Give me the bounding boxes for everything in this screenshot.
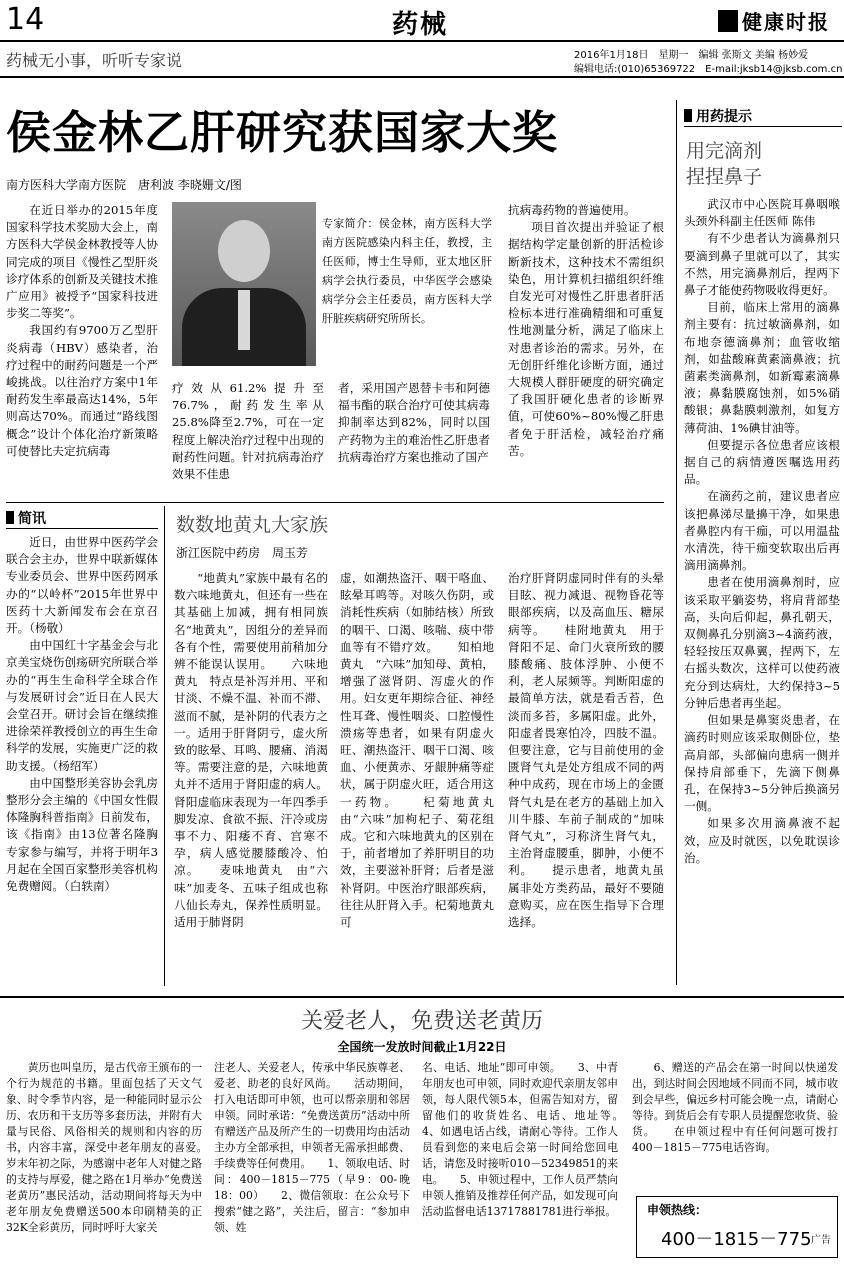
hotline-box — [636, 1196, 838, 1258]
ad-para: 名、电话、地址”即可申领。 3、中青年朋友也可申领，同时欢迎代亲朋友邻申领，每人限代领5本，但需告知对方，留留他们的收货姓名、电话、地址等。 4、如遇电话占线，请耐心等待。工作人员看到您的来电后会第一时间给您回电话，请您及时接听010－52349851的来电。 5、申领过程中，工作人员严禁向申领人推销及推荐任何产品，如发现可向活动监督电话13717881781进行举报。 — [422, 1061, 618, 1218]
logo-mark-icon — [718, 10, 738, 32]
lead-byline: 南方医科大学南方医院 唐利波 李晓姗文/图 — [6, 178, 242, 192]
logo-text: 健康时报 — [742, 10, 830, 34]
date-line: 2016年1月18日 星期一 编辑 张斯文 美编 杨妙爱 — [574, 50, 809, 61]
sidebar-para: 患者在使用滴鼻剂时，应该采取平躺姿势，将肩背部垫高，头向后仰起，鼻孔朝天，双侧鼻孔分别滴3~4滴药液，轻轻按压双鼻翼，捏两下，左右摇头数次，这样可以使药液充分到达病灶，大约保持3~5分钟后患者再坐起。 — [684, 575, 840, 710]
ad-para: 注老人、关爱老人，传承中华民族尊老、爱老、助老的良好风尚。 活动期间，打入电话即可申领，也可以帮亲朋和邻居申领。同时承诺：“免费送黄历”活动中所有赠送产品及所产生的一切费用均由活动主办方全部承担，申领者无需承担邮费、手续费等任何费用。 1、领取电话、时间：400－1815－775（早9：00-晚18：00） 2、微信领取：在公众号下搜索“健之路”，关注后，留言：“参加申领、姓 — [214, 1061, 410, 1234]
article2-column-3 — [508, 570, 664, 986]
article2-title: 数数地黄丸大家族 — [176, 514, 329, 536]
expert-photo — [172, 202, 316, 366]
lead-para: 项目首次提出并验证了根据结构学定量创新的肝活检诊断新技术，这种技术不需组织染色，用计算机扫描组织纤维自发光可对慢性乙肝患者肝活检标本进行准确精细和可重复性地测量分析，满足了临床上对患者诊治的需求。另外，在无创肝纤维化诊断方面，通过大规模人群肝硬度的研究确定了我国肝硬化患者的诊断界值，可使60%~80%慢乙肝患者免于肝活检，减轻治疗痛苦。 — [508, 220, 664, 458]
sidebar-title-1: 用完滴剂 — [686, 140, 763, 162]
lead-para: 者，采用国产恩替卡韦和阿德福韦酯的联合治疗可使其病毒抑制率达到82%，同时以国产药物为主的难治性乙肝患者抗病毒治疗方案也推动了国产 — [338, 381, 490, 464]
ad-para: 黄历也叫皇历，是古代帝王颁布的一个行为规范的书籍。里面包括了天文气象、时令季节内容，是一种能同时显示公历、农历和干支历等多套历法，并附有大量与民俗、风俗相关的规则和内容的历书，内容丰富，深受中老年朋友的喜爱。 岁末年初之际，为感谢中老年人对健之路的支持与厚爱，健之路在1月举办“免费送老黄历”惠民活动，活动期间将每天为中老年朋友免费赠送500本印刷精美的正32K全彩黄历，同时呼吁大家关 — [6, 1061, 202, 1234]
sidebar-title-2: 捏捏鼻子 — [686, 166, 763, 188]
sidebar-para: 目前，临床上常用的滴鼻剂主要有：抗过敏滴鼻剂，如布地奈德滴鼻剂；血管收缩剂，如盐酸麻黄素滴鼻液；抗菌素类滴鼻剂，如新霉素滴鼻液；鼻黏膜腐蚀剂，如5%硝酸银；鼻黏膜刺激剂，如复方薄荷油、1%碘甘油等。 — [684, 300, 840, 435]
sidebar-tag: 用药提示 — [684, 106, 752, 126]
brief-tag: 简讯 — [6, 508, 46, 528]
lead-para: 在近日举办的2015年度国家科学技术奖励大会上，南方医科大学侯金林教授等人协同完成的项目《慢性乙型肝炎诊疗体系的创新及关键技术推广应用》被授予“国家科技进步奖二等奖”。 — [6, 203, 158, 321]
ad-para: 6、赠送的产品会在第一时间以快递发出，到达时间会因地域不同而不同，城市收到会早些，偏远乡村可能会晚一点，请耐心等待。到货后会有专职人员提醒您收货、验货。 在申领过程中有任何问题可拨打400－1815－775电话咨询。 — [632, 1061, 838, 1154]
brief-item: 由中国红十字基金会与北京美宝烧伤创疡研究所联合举办的“再生生命科学全球合作与发展研讨会”近日在人民大会堂召开。研讨会旨在继续推进徐荣祥教授创立的再生生命科学的发展，实施更广泛的救助支援。（杨绍军） — [6, 638, 158, 773]
article2-para: 治疗肝肾阴虚同时伴有的头晕目眩、视力减退、视物昏花等眼部疾病，以及高血压、糖尿病等。 桂附地黄丸 用于肾阳不足、命门火衰所致的腰膝酸痛、肢体浮肿、小便不利，老人尿频等。判断阳虚的最简单方法，就是看舌苔，色淡而多苔，多属阳虚。此外，阳虚者畏寒怕冷，四肢不温。但要注意，它与目前使用的金匮肾气丸是处方组成不同的两种中成药，现在市场上的金匮肾气丸是在老方的基础上加入川牛膝、车前子制成的“加味肾气丸”，习称济生肾气丸，主治肾虚腰重，脚肿，小便不利。 提示患者，地黄丸虽属非处方类药品，最好不要随意购买，应在医生指导下合理选择。 — [508, 571, 664, 930]
sidebar-para: 有不少患者认为滴鼻剂只要滴到鼻子里就可以了，其实不然，用完滴鼻剂后，捏两下鼻子才能使药物吸收得更好。 — [684, 231, 840, 298]
ad-column-4 — [632, 1060, 838, 1192]
page-number: 14 — [6, 2, 45, 37]
sidebar-author: 武汉市中心医院耳鼻咽喉头颈外科副主任医师 陈伟 — [684, 197, 840, 229]
lead-column-1 — [6, 202, 158, 494]
lead-para: 我国约有9700万乙型肝炎病毒（HBV）感染者，治疗过程中的耐药问题是一个严峻挑战。以往治疗方案中1年耐药发生率最高达14%，5年则高达70%。而通过“路线图概念”设计个体化治疗新策略可使替比夫定抗病毒 — [6, 323, 158, 458]
sidebar-para: 但如果是鼻窦炎患者，在滴药时则应该采取侧卧位，垫高肩部，头部偏向患病一侧并保持肩部垂下，先滴下侧鼻孔，在保持3~5分钟后换滴另一侧。 — [684, 713, 840, 814]
sidebar-para: 在滴药之前，建议患者应该把鼻涕尽量擤干净，如果患者鼻腔内有干痂，可以用温盐水清洗，待干痂变软取出后再滴用滴鼻剂。 — [684, 489, 840, 573]
portrait-head-icon — [218, 220, 270, 282]
ad-column-3 — [422, 1060, 618, 1284]
sidebar-para: 但要提示各位患者应该根据自己的病情遵医嘱选用药品。 — [684, 437, 840, 487]
column-slogan: 药械无小事，听听专家说 — [6, 51, 183, 70]
lead-para: 抗病毒药物的普遍使用。 — [508, 203, 636, 217]
expert-intro: 专家简介：侯金林，南方医科大学南方医院感染内科主任，教授，主任医师，博士生导师，亚太地区肝病学会执行委员，中华医学会感染病学分会主任委员，南方医科大学肝脏疾病研究所所长。 — [322, 217, 492, 325]
article2-column-2 — [340, 570, 494, 986]
lead-column-3 — [338, 380, 490, 494]
lead-column-2 — [172, 380, 324, 494]
article2-column-1 — [174, 570, 328, 986]
brief-body — [6, 534, 158, 994]
lead-headline: 侯金林乙肝研究获国家大奖 — [6, 106, 559, 159]
ad-mark: 广告 — [811, 1235, 831, 1246]
ad-column-1 — [6, 1060, 202, 1284]
lead-column-4 — [508, 202, 664, 494]
brief-item: 由中国整形美容协会乳房整形分会主编的《中国女性假体隆胸科普指南》日前发布，该《指南》由13位著名隆胸专家参与编写，并将于明年3月起在全国百家整形美容机构免费赠阅。（白轶南） — [6, 775, 158, 894]
hotline-number: 400－1815－775 — [661, 1229, 812, 1250]
article2-byline: 浙江医院中药房 周玉芳 — [176, 546, 309, 560]
article2-para: “地黄丸”家族中最有名的数六味地黄丸，但还有一些在其基础上加减，拥有相同族名“地黄丸”，因组分的差异而各有个性，需要使用前稍加分辨不能误认误用。 六味地黄丸 特点是补泻并用、平和甘淡、不燥不温、补而不滞、滋而不腻，是补阴的代表方之一。适用于肝肾阴亏，虚火所致的眩晕、耳鸣、腰痛、消渴等。需要注意的是，六味地黄丸并不适用于肾阳虚的病人。肾阳虚临床表现为一年四季手脚发凉、食欲不振、汗冷或房事不力、阳痿不育、宫寒不孕，病人感觉腰膝酸冷、怕凉。 麦味地黄丸 由“六味”加麦冬、五味子组成也称八仙长寿丸，保养性质明显。适用于肺肾阴 — [174, 571, 328, 930]
brief-item: 近日，由世界中医药学会联合会主办，世界中联新媒体专业委员会、世界中医药网承办的“以岭杯”2015年世界中医药十大新闻发布会在京召开。（杨敬） — [6, 535, 158, 636]
article2-para: 虚，如潮热盗汗、咽干咯血、眩晕耳鸣等。对咳久伤阴，或消耗性疾病（如肺结核）所致的咽干、口渴、咳喘、痰中带血等有不错疗效。 知柏地黄丸 “六味”加知母、黄柏，增强了滋肾阴、泻虚火的作用。妇女更年期综合征、神经性耳聋、慢性咽炎、口腔慢性溃疡等患者，如果有阴虚火旺、潮热盗汗、咽干口渴、咳血、小便黄赤、牙龈肿痛等症状，属于阴虚火旺，适合用这一药物。 杞菊地黄丸 由“六味”加枸杞子、菊花组成。它和六味地黄丸的区别在于，前者增加了养肝明目的功效，主要滋补肝肾；后者是滋补肾阴。中医治疗眼部疾病，往往从肝肾入手。杞菊地黄丸可 — [340, 571, 494, 930]
contact-line: 编辑电话:(010)65369722 E-mail:jksb14@jksb.com.cn — [574, 64, 843, 75]
sidebar-para: 如果多次用滴鼻液不起效，应及时就医，以免耽误诊治。 — [684, 816, 840, 865]
lead-para: 疗效从61.2%提升至76.7%，耐药发生率从25.8%降至2.7%，可在一定程度上解决治疗过程中出现的耐药性问题。针对抗病毒治疗效果不佳患 — [172, 381, 324, 482]
ad-title: 关爱老人，免费送老黄历 — [300, 1009, 543, 1034]
section-title: 药械 — [392, 10, 449, 40]
sidebar-body — [684, 196, 840, 986]
portrait-tie-icon — [238, 290, 250, 350]
hotline-label: 申领热线： — [647, 1203, 708, 1217]
ad-subtitle: 全国统一发放时间截止1月22日 — [337, 1040, 507, 1054]
ad-column-2 — [214, 1060, 410, 1284]
newspaper-logo — [718, 6, 830, 35]
